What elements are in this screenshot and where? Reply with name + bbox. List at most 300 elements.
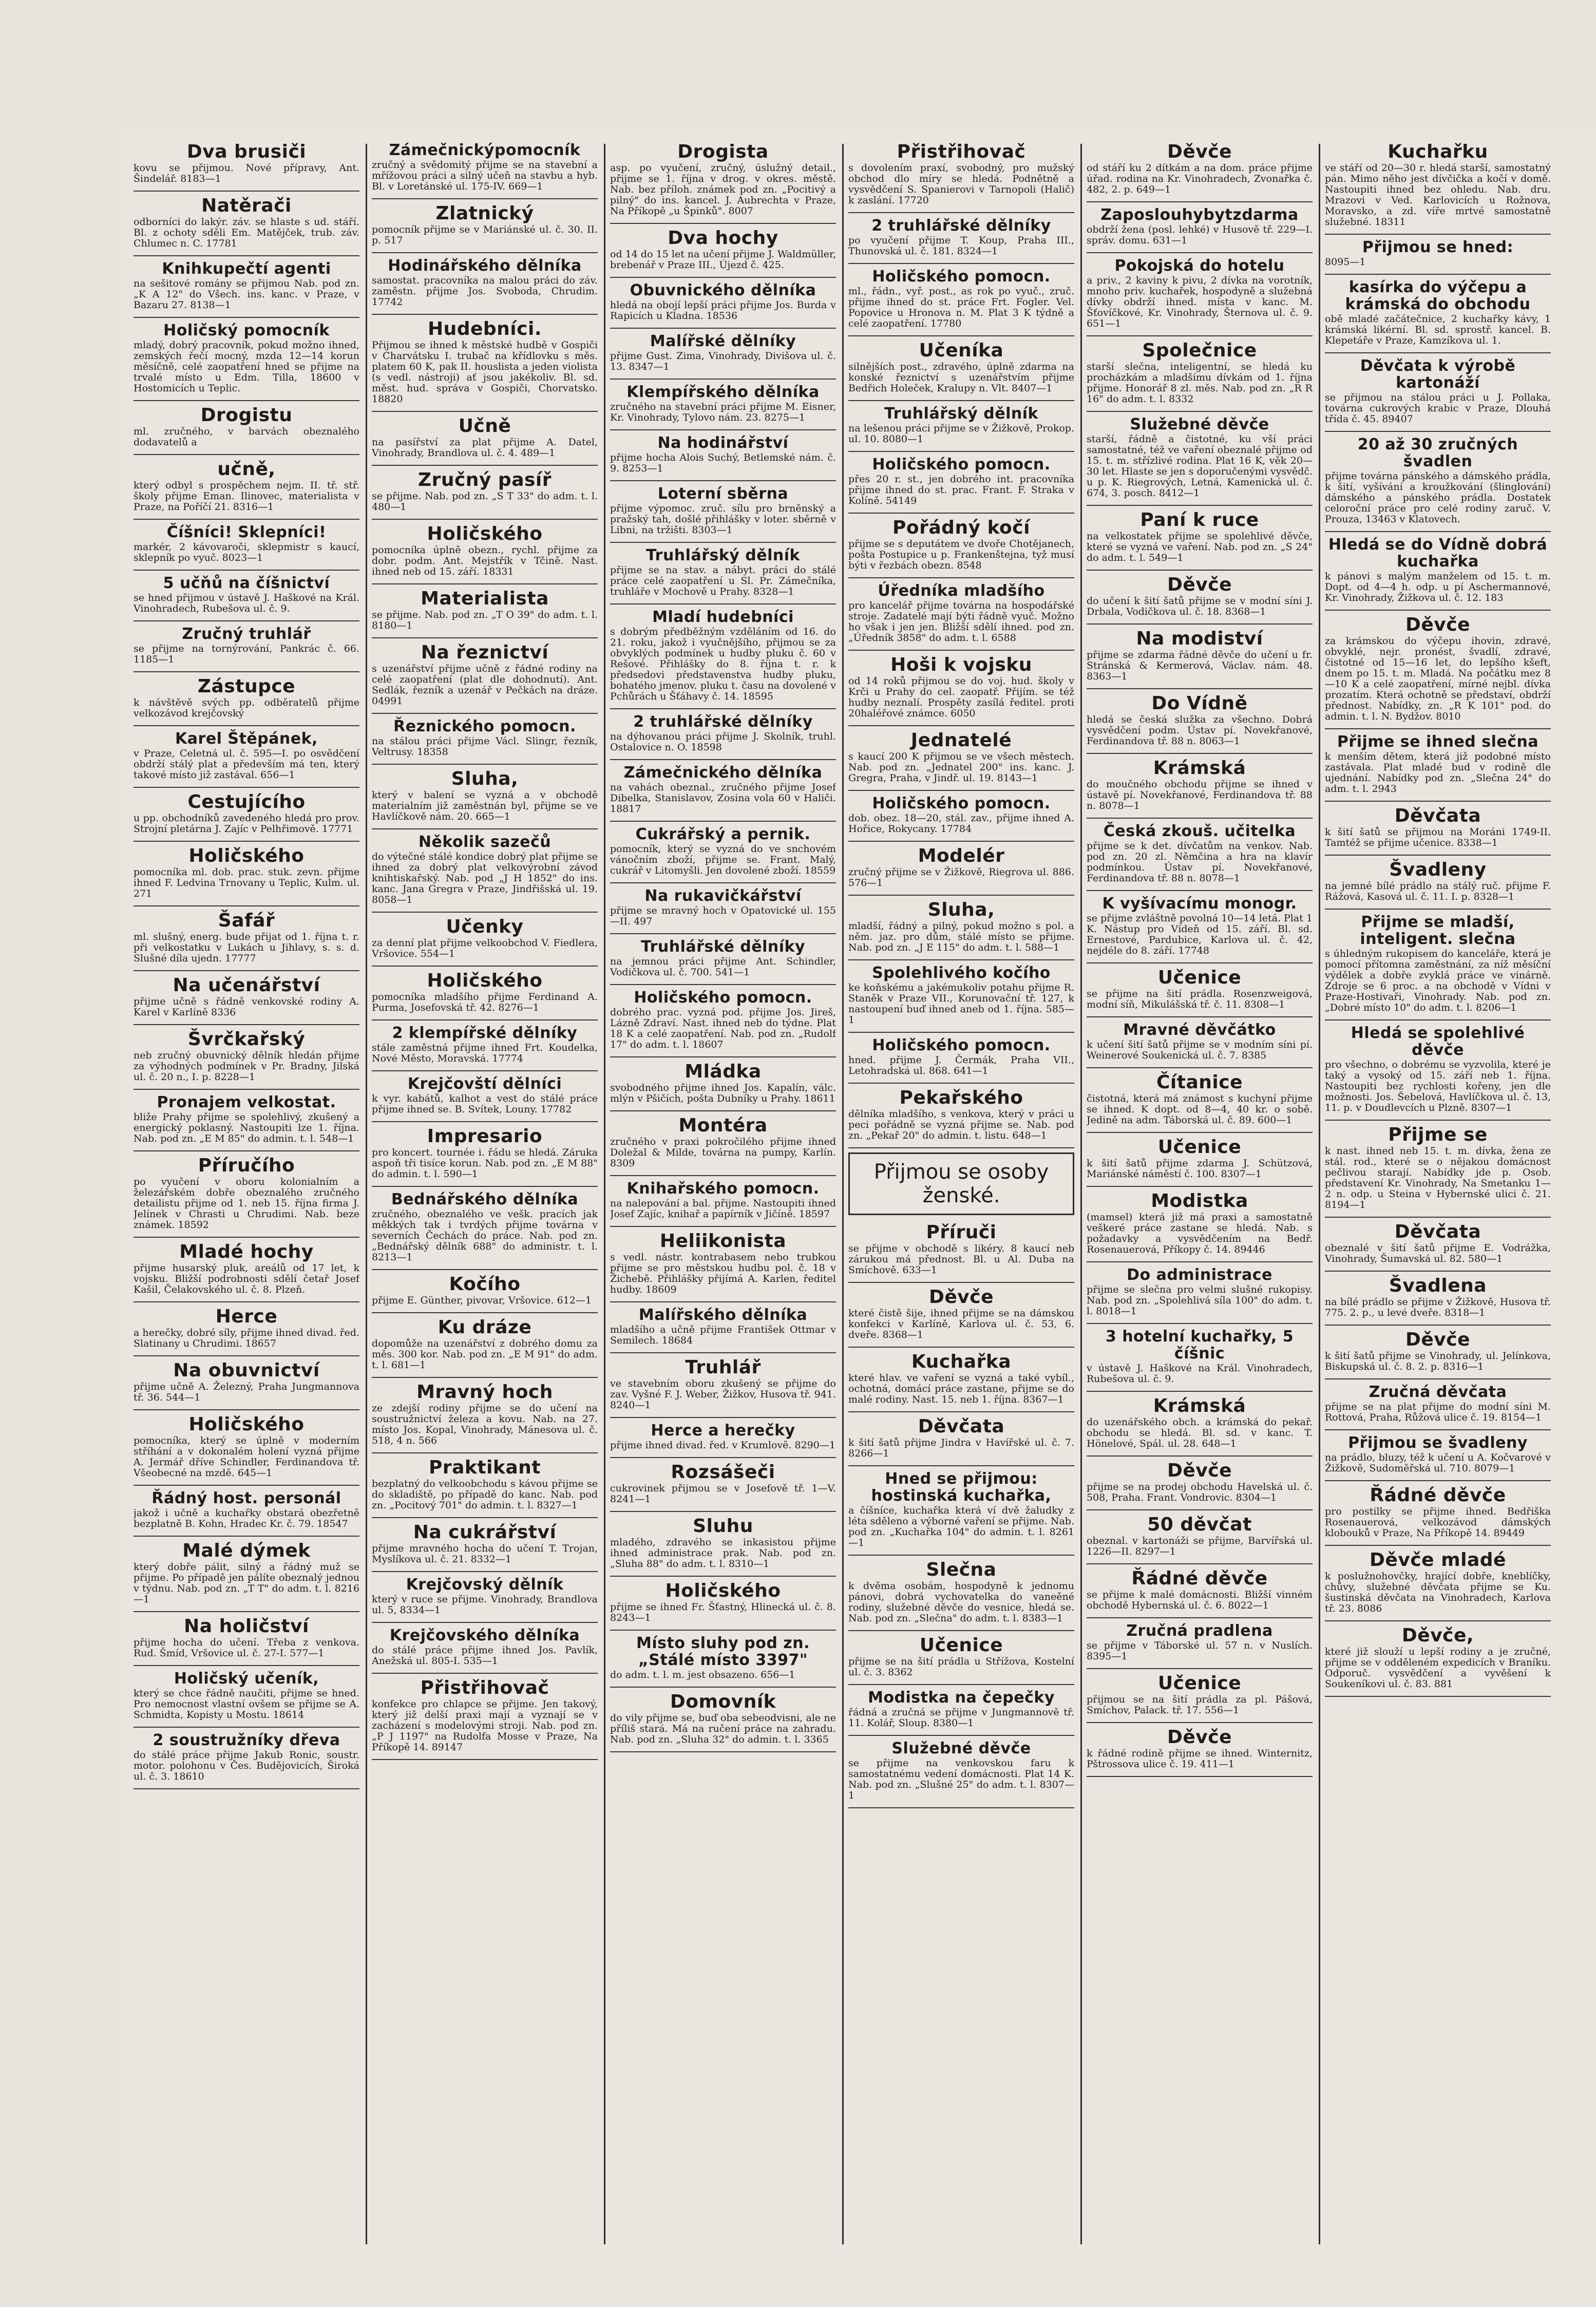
classified-ad [1325,1384,1551,1423]
ad-heading: Na rukavičkářství [644,887,802,905]
ad-heading: Česká zkouš. učitelka [1103,822,1296,840]
classified-ad [134,1490,359,1529]
ad-separator [1087,1563,1313,1564]
ad-text: bezplatný do velkoobchodu s kávou přijme se do skladiště, po případě do kanc. Nab. pod zn. „Pocitový 701" do admin. t. l. 8327—1 [372,1478,598,1511]
classified-ad [1325,239,1551,268]
classified-ad [134,846,359,899]
classified-ad [610,826,836,876]
ad-text: který v ruce se přijme. Vinohrady, Brandlova ul. 5, 8334—1 [372,1594,598,1616]
classified-ad [848,1416,1074,1459]
ad-separator [1325,1429,1551,1430]
ad-separator [610,759,836,760]
column-1 [134,141,359,2252]
ad-separator [134,1355,359,1356]
ad-text: do stálé práce přijme ihned Jos. Pavlík, Anežská ul. 805-I. 535—1 [372,1644,598,1667]
ad-text: se hned přijmou v ústavě J. Haškové na Král. Vinohradech, Rubešova ul. č. 9. [134,592,359,614]
ad-text: dob. obez. 18—20, stál. zav., přijme ihned A. Hořice, Rokycany. 17784 [848,812,1074,835]
ad-text: které hlav. ve vaření se vyzná a také vybíl., ochotná, domácí práce zastane, přijme se do malé rodiny. Nast. 15. neb 1. října. 8367—1 [848,1372,1074,1405]
ad-heading: Zručná děvčata [1369,1383,1507,1401]
classified-ad [134,626,359,665]
ad-heading: Krejčovský dělník [406,1576,564,1594]
ad-heading: Jednatelé [910,730,1012,751]
ad-heading: Herce a herečky [651,1422,795,1440]
ad-separator [1325,1696,1551,1697]
ad-text: zručný přijme se v Žižkově, Riegrova ul. 886. 576—1 [848,866,1074,888]
classified-ad [1325,1485,1551,1539]
ad-separator [134,1611,359,1612]
ad-separator [372,1571,598,1572]
ad-separator [372,1622,598,1623]
ad-heading: Učenice [1157,967,1242,988]
column-6 [1325,141,1551,2252]
classified-ad [372,1627,598,1667]
ad-text: obě mladé začátečnice, 2 kuchařky kávy, 1 krámská likérní. Bl. sd. sprostř. kancel. B. Klepetáře v Praze, Kamzíkova ul. 1. [1325,313,1551,346]
ad-text: na vahách obeznal., zručného přijme Josef Dibelka, Stanislavov, Zosina vola 60 v Haliči. 18817 [610,782,836,815]
ad-heading: Řeznického pomocn. [393,717,576,735]
classified-ad [610,1422,836,1451]
ad-separator [372,465,598,466]
classified-ad [610,764,836,815]
ad-heading: Číšníci! Sklepníci! [166,523,327,541]
classified-ad [372,642,598,707]
ad-heading: Čítanice [1156,1072,1243,1093]
ad-text: zručného, obeznalého ve vešk. pracích jak měkkých tak i tvrdých přijme továrna v severních Čechách do práce. Nab. pod zn. „Bednářský dělník 688" do administr. t. l. 8213—1 [372,1208,598,1263]
classified-ad [1087,416,1313,499]
ad-heading: Služebné děvče [891,1739,1031,1757]
ad-separator [848,263,1074,264]
classified-ad [848,730,1074,784]
ad-heading: Učně [458,415,511,437]
ad-heading: Drogistu [200,405,293,426]
ad-text: přijme se ihned Fr. Šťastný, Hlinecká ul. č. 8. 8243—1 [610,1601,836,1623]
ad-heading: Přijmou se švadleny [1348,1434,1528,1452]
classified-ad [372,718,598,758]
ad-separator [1325,1620,1551,1621]
classified-ad [848,965,1074,1026]
ad-text: ml. zručného, v barvách obeznalého dodavatelů a [134,426,359,448]
ad-separator [372,637,598,638]
classified-ad [610,1462,836,1505]
classified-ad [610,1635,836,1680]
ad-heading: Pekařského [899,1087,1023,1108]
ad-heading: Děvčata [1394,805,1481,826]
ad-heading: Impresario [427,1126,543,1147]
ad-heading: 3 hotelní kuchařky, 5 číšnic [1105,1328,1294,1363]
ad-separator [134,454,359,455]
ad-heading: Holičský pomocník [163,322,330,339]
ad-separator [372,1312,598,1313]
ad-separator [1325,234,1551,235]
classified-ad [1087,1072,1313,1126]
ad-separator [848,1282,1074,1283]
classified-ad [610,887,836,927]
ad-separator [848,513,1074,514]
classified-ad [1325,860,1551,902]
classified-ad [372,1317,598,1371]
classified-ad [372,1191,598,1263]
ad-separator [848,650,1074,651]
ad-text: do uzenářského obch. a krámská do pekař. obchodu se hledá. Bl. sd. v kanc. T. Hönelové, Spál. ul. 28. 648—1 [1087,1416,1313,1449]
ad-heading: Hoši k vojsku [890,654,1032,675]
classified-ad [1087,1568,1313,1611]
ad-heading: Řádný host. personál [151,1489,341,1507]
classified-ad [1087,1727,1313,1770]
ad-heading: Na cukrářství [413,1522,557,1543]
classified-ad [1087,1137,1313,1180]
ad-text: ke koňskému a jakémukoliv potahu přijme R. Staněk v Praze VII., Korunovační tř. 127, k nastoupení buď ihned aneb od 1. října. 585—1 [848,982,1074,1026]
ad-separator [1325,1217,1551,1218]
ad-text: přijme se mravný hoch v Opatovické ul. 155—II. 497 [610,905,836,927]
classified-ad [848,846,1074,888]
ad-text: přijme výpomoc. zruč. sílu pro brněnský a pražský tah, došlé přihlášky v loter. sběrně v Libni, na tržišti. 8303—1 [610,503,836,536]
ad-separator [372,411,598,412]
ad-heading: Praktikant [429,1457,541,1478]
classified-ad [1087,895,1313,956]
classified-ad [1325,357,1551,425]
ad-text: hledá se česká služka za všechno. Dobrá vysvědčení podm. Ústav pí. Novekřanové, Ferdinandova tř. 88 n. 8063—1 [1087,714,1313,747]
ad-heading: Hodinářského dělníka [388,257,582,275]
ad-separator [1087,335,1313,336]
ad-separator [610,1301,836,1302]
ad-separator [134,1150,359,1151]
ad-text: do stálé práce přijme Jakub Ronic, soustr. motor. polohonu v Čes. Budějovicích, Široká ul. č. 3. 18610 [134,1749,359,1782]
ad-separator [1087,570,1313,571]
ad-text: k šití šatů přijme Jindra v Havířské ul. č. 7. 8266—1 [848,1437,1074,1459]
ad-separator [848,577,1074,578]
classified-ad [372,1075,598,1115]
ad-heading: 20 až 30 zručných švadlen [1357,436,1518,470]
ad-heading: 2 soustružníky dřeva [153,1731,340,1749]
classified-ad [610,1581,836,1623]
ad-heading: Knihkupečtí agenti [162,260,331,278]
ad-text: mladého, zdravého se inkasistou přijme ihned administrace prak. Nab. pod zn. „Sluha 88" do adm. t. l. 8310—1 [610,1537,836,1569]
classified-ad [1087,1461,1313,1503]
ad-text: obeznalé v šití šatů přijme E. Vodrážka, Vinohrady, Šumavská ul. 82. 580—1 [1325,1242,1551,1264]
classified-ad [610,547,836,597]
ad-text: do moučného obchodu přijme se ihned v ústavě pí. Novekřanové, Ferdinandova tř. 88 n. 8078—1 [1087,779,1313,811]
ad-separator [848,1630,1074,1631]
ad-separator [134,1237,359,1238]
classified-ad [372,1126,598,1180]
ad-separator [372,828,598,829]
ad-separator [134,400,359,401]
classified-ad [848,456,1074,506]
ad-text: pro všechno, o dobrému se vyzvolila, které je taký a vysoký od 15. září neb 1. října. Nastoupiti bez rychlosti kořeny, jen dle možnosti. Jos. Šebelová, Havlíčkova ul. č. 13, 11. p. v Doudlevcích u Plzně. 8307—1 [1325,1059,1551,1113]
ad-text: s uzenářství přijme učně z řádné rodiny na celé zaopatření (plat dle dohodnutí). Ant. Sedlák, řezník a uzenář v Pečkách na dráze. 04991 [372,663,598,707]
classified-ad [1325,1276,1551,1318]
classified-ad [1325,1125,1551,1211]
ad-separator [610,1226,836,1227]
classified-ad [848,1740,1074,1801]
classified-ad [372,524,598,577]
ad-separator [610,223,836,224]
column-5 [1087,141,1313,2252]
ad-heading: učně, [217,459,276,480]
ad-separator [1325,1271,1551,1272]
classified-ad [1087,1673,1313,1716]
classified-ad [372,319,598,405]
classified-ad [1325,1550,1551,1614]
ad-heading: Kočího [449,1274,521,1295]
classified-ad [848,795,1074,835]
classified-ad [372,1522,598,1565]
ad-separator [848,1555,1074,1556]
classified-ad [134,730,359,781]
ad-separator [610,1630,836,1631]
ad-text: silnějších post., zdravého, úplně zdarma na konské řeznictví s uzenářstvím přijme Bedřich Holeček, Kralupy n. Vlt. 8407—1 [848,361,1074,394]
ad-text: 8095—1 [1325,256,1366,268]
ad-separator [1087,753,1313,754]
ad-separator [610,429,836,430]
classified-ad [372,769,598,822]
ad-text: po vyučení přijme T. Koup, Praha III., Thunovská ul. č. 181. 8324—1 [848,235,1074,257]
ad-heading: Holičského [188,1414,305,1435]
ad-text: se přijme na venkovskou faru k samostatnému vedení domácnosti. Plat 14 K. Nab. pod zn. „Slušné 25" do adm. t. l. 8307—1 [848,1757,1074,1801]
classified-ad [610,713,836,753]
ad-text: který v balení se vyzná a v obchodě materialním již zaměstnán byl, přijme se ve Havlíčkově nám. 20. 665—1 [372,789,598,822]
column-4 [848,141,1074,2252]
ad-text: starší slečna, inteligentní, se hledá ku procházkám a mladšímu dívkám od 1. října přijme. Honorář 8 zl. měs. Nab. pod zn. „R R 16" do adm. t. l. 8332 [1087,361,1313,405]
classified-ad [1325,806,1551,848]
ad-heading: Holičského [665,1580,781,1601]
ad-heading: Holičského pomocn. [634,989,812,1007]
ad-heading: Truhlář [685,1357,761,1378]
ad-separator [848,841,1074,842]
ad-text: na nalepování a bal. přijme. Nastoupiti ihned Josef Zajíc, knihař a papírník v Jičíně. 18597 [610,1198,836,1220]
ad-separator [1325,1120,1551,1121]
ad-heading: Pokojská do hotelu [1114,257,1285,275]
column-rule [366,144,367,2244]
classified-ad [134,975,359,1018]
ad-heading: Montéra [678,1115,768,1136]
ad-heading: Holičského [427,970,543,991]
classified-ad [1087,206,1313,246]
ad-text: pro postilky se přijme ihned. Bedřiška Rosenauerová, velkozávod dámských klobouků v Praze, Na Příkopě 14. 89449 [1325,1506,1551,1539]
classified-ad [372,971,598,1013]
ad-separator [134,1665,359,1666]
classified-ad [1087,257,1313,329]
ad-text: přijme hocha do učení. Třeba z venkova. Rud. Šmíd, Vršovice ul. č. 27-I. 577—1 [134,1637,359,1659]
classified-ad [372,416,598,459]
ad-separator [610,379,836,380]
ad-separator [848,1411,1074,1412]
ad-heading: Do administrace [1127,1266,1272,1284]
classified-ad [372,1576,598,1616]
classified-ad [372,834,598,905]
ad-heading: Děvče [928,1287,994,1308]
classified-ad [372,1274,598,1306]
ad-text: konfekce pro chlapce se přijme. Jen takový, který již delší praxi mají a vyznají se v zacházení s modelovými stroji. Nab. pod zn. „P J 1197" na Rudolfa Mosse v Praze, Na Příkopě 14. 89147 [372,1698,598,1753]
ad-text: bliže Prahy přijme se spolehlivý, zkušený a energický poklasný. Nastoupiti lze 1. října. Nab. pod zn. „E M 85" do admin. t. l. 548—1 [134,1111,359,1144]
ad-text: přijme se k det. dívčatům na venkov. Nab. pod zn. 20 zl. Němčina a hra na klavír podmínkou. Ústav pí. Novekřanové, Ferdinandova tř. 88 n. 8078—1 [1087,840,1313,884]
ad-separator [848,725,1074,726]
ad-separator [372,252,598,253]
classified-ad [610,1357,836,1411]
ad-heading: Švrčkařský [187,1029,306,1050]
ad-separator [1325,531,1551,532]
ad-separator [610,328,836,329]
ad-heading: Švadleny [1389,859,1487,880]
classified-ad [610,434,836,474]
ad-heading: Zručný pasíř [417,469,552,490]
ad-separator [1087,1132,1313,1133]
ad-text: k šití šatů přijme zdarma J. Schützová, Mariánské náměstí č. 100. 8307—1 [1087,1158,1313,1180]
ad-text: k poslužnohovčky, hrající dobře, kneblíčky, chůvy, služebné děvčata přijme se Ku. šustinská děvčata na Vinohradech, Karlova tř. 23. 8086 [1325,1571,1551,1614]
ad-text: zručného na stavební práci přijme M. Eisner, Kr. Vinohrady, Tylovo nám. 23. 8275—1 [610,401,836,423]
ad-text: se přijme k malé domácnosti. Bližší vinném obchodě Hybernská ul. č. 6. 8022—1 [1087,1589,1313,1611]
ad-heading: Loterní sběrna [657,485,789,503]
ad-separator [1325,1019,1551,1020]
ad-heading: Děvče [1167,1727,1232,1748]
classified-ad [1325,1025,1551,1113]
ad-text: který odbyl s prospěchem nejm. II. tř. stř. školy přijme Eman. Ilinovec, materialista v Praze, na Poříčí 21. 8316—1 [134,480,359,513]
ad-heading: Děvče [1167,141,1232,162]
ad-text: starší, řádně a čistotné, ku vší práci samostatné, též ve vaření obeznalé přijme od 15. t. m. střízlivé rodina. Plat 16 K, věk 20—30 let. Hlaste se jen s doporučenými vysvědč. u p. K. Riegrových, Letná, Kamenická ul. č. 674, 3. posch. 8412—1 [1087,433,1313,499]
ad-text: přijme se na stav. a nábyt. práci do stálé práce celé zaopatření u Sl. Pr. Zámečníka, truhláře v Mochově u Prahy. 8328—1 [610,564,836,597]
ad-text: se přijmou na stálou práci u J. Pollaka, továrna cukrových krabic v Praze, Dlouhá třída č. 45. 89407 [1325,392,1551,425]
ad-heading: Společnice [1142,340,1257,361]
ad-heading: Na řeznictví [421,642,549,663]
classified-ad [134,405,359,448]
ad-text: které čistě šije, ihned přijme se na dámskou konfekci v Karlíně, Karlova ul. č. 53, 6. dveře. 8368—1 [848,1308,1074,1340]
ad-separator [848,335,1074,336]
column-rule [842,144,844,2244]
ad-heading: Krámská [1153,758,1246,779]
classified-ad [610,485,836,536]
ad-separator [848,1735,1074,1736]
ad-text: přijme hocha Alois Suchý, Betlemské nám. č. 9. 8253—1 [610,452,836,474]
ad-text: se přijme na šití prádla. Rosenzweigová, modní síň, Mikulášská tř. č. 11. 8308—1 [1087,988,1313,1010]
ad-heading: Heliikonista [659,1231,787,1252]
ad-heading: Příručího [198,1155,295,1176]
ad-text: zručného v praxi pokročilého přijme ihned Doležal & Milde, továrna na pumpy, Karlín. 8309 [610,1136,836,1169]
ad-separator [1087,1323,1313,1324]
ad-separator [134,841,359,842]
ad-text: přijme se slečna pro velmi slušné rukopisy. Nab. pod zn. „Spolehlivá síla 100" do adm. t. l. 8018—1 [1087,1284,1313,1317]
classified-ad [1087,1396,1313,1449]
ad-heading: Truhlářský dělník [645,546,800,564]
classified-ad [1325,914,1551,1013]
ad-heading: Zručná pradlena [1126,1622,1273,1640]
ad-text: od stáří ku 2 dítkám a na dom. práce přijme úřad. rodina na Kr. Vinohradech, Zvonařka č. 482, 2. p. 649—1 [1087,162,1313,195]
classified-ad [372,917,598,959]
ad-separator [1325,1325,1551,1326]
ad-separator [848,1807,1074,1808]
ad-text: na pasířství za plat přijme A. Datel, Vinohrady, Brandlova ul. č. 4. 489—1 [372,437,598,459]
classified-ad [372,589,598,631]
ad-text: k vyr. kabátů, kalhot a vest do stálé práce přijme ihned se. B. Svítek, Louny. 17782 [372,1093,598,1115]
ad-separator [1325,728,1551,729]
classified-ad [610,609,836,702]
ad-heading: Přijme se ihned slečna [1337,733,1539,751]
ad-text: pomocník přijme se v Mariánské ul. č. 30. II. p. 517 [372,224,598,246]
ad-heading: Zručný truhlář [182,625,311,643]
ad-heading: Řádné děvče [1131,1568,1268,1589]
ad-heading: Bednářského dělníka [391,1190,579,1208]
classified-ad [134,1307,359,1349]
ad-separator [134,1727,359,1728]
classified-ad [134,1156,359,1231]
ad-separator [848,959,1074,960]
ad-text: přijmou se na šití prádla za pl. Pášová, Smíchov, Palack. tř. 17. 556—1 [1087,1694,1313,1716]
ad-heading: Natěrači [201,195,292,216]
ad-heading: Hudebníci. [427,318,542,339]
ad-separator [1325,352,1551,353]
classified-ad [134,260,359,311]
ad-text: do vily přijme se, buď oba sebeodvisni, ale ne příliš stará. Má na ručení práce na zahradu. Nab. pod zn. „Sluha 32" do admin. t. l. 3365 [610,1712,836,1745]
classified-ad [610,384,836,423]
classified-ad [610,989,836,1050]
ad-heading: 5 učňů na číšnictví [163,574,330,592]
ad-separator [134,570,359,571]
ad-separator [610,603,836,604]
ad-heading: Kuchařka [911,1351,1012,1372]
classified-ad [610,1516,836,1569]
classified-ad [1325,733,1551,795]
ad-heading: Truhlářské dělníky [640,938,806,956]
classified-ad [848,1689,1074,1729]
classified-ad [848,341,1074,394]
ad-separator [1087,1668,1313,1669]
newspaper-page [121,128,1596,2307]
ad-text: stále zaměstná přijme ihned Frt. Koudelka, Nové Město, Moravská. 17774 [372,1042,598,1064]
classified-ad [134,1029,359,1083]
ad-separator [134,787,359,788]
ad-text: kovu se přijmou. Nové přípravy, Ant. Šindelář. 8183—1 [134,162,359,184]
ad-text: přijme se na plat přijme do modní síni M. Rottová, Praha, Růžová ulice č. 19. 8154—1 [1325,1401,1551,1423]
ad-text: k učení šití šatů přijme se v modním síni pí. Weinerové Soukenická ul. č. 7. 8385 [1087,1039,1313,1061]
classified-ad [134,1670,359,1720]
classified-ad [610,1231,836,1295]
ad-separator [1087,505,1313,506]
ad-text: který se chce řádně naučiti, přijme se hned. Pro nemocnost vlastní ovšem se přijme se A. Schmidta, Kopisty u Mostu. 18614 [134,1688,359,1720]
ad-text: s kaucí 200 K přijmou se ve všech městech. Nab. pod zn. „Jednatel 200" ins. kanc. J. Gregra, Praha, v Jindř. ul. 19. 8143—1 [848,751,1074,784]
classified-ad [848,1037,1074,1076]
classified-ad [848,655,1074,719]
ad-heading: Zámečnického dělníka [623,764,823,782]
classified-ad [134,196,359,249]
ad-text: se přijme v obchodě s likéry. 8 kaucí neb zárukou má přednost. Bl. u Al. Duba na Smíchově. 633—1 [848,1243,1074,1276]
ad-separator [372,912,598,913]
ad-separator [1087,688,1313,689]
ad-separator [1087,1186,1313,1187]
ad-heading: Mládka [685,1061,762,1082]
ad-heading: Holičského pomocn. [872,795,1051,812]
classified-ad [1087,758,1313,811]
ad-heading: Holičského [427,523,543,544]
ad-separator [134,1301,359,1302]
ad-heading: Přijme se [1388,1124,1488,1145]
ad-text: po vyučení v oboru kolonialním a železářském dobře obeznalého zručného detailistu přijme od 1. neb 15. října firma J. Jelínek v Chrasti u Chrudimi. Nab. beze známek. 18592 [134,1176,359,1231]
ad-separator [372,1377,598,1378]
ad-text: pomocník, který se vyzná do ve snchovém vánočním zboží, přijme se. Frant. Malý, cukrář v Litomyšli. Jen dovolené zboží. 18559 [610,843,836,876]
ad-heading: Do Vídně [1151,693,1248,714]
ad-text: ve stáří od 20—30 r. hledá starší, samostatný pán. Mimo něho jest dívčička a kočí v domě. Nastoupiti ihned bez ohledu. Nab. dru. Mrazovi v Ved. Karlovicích u Rožnova, Moravsko, a zd. víře mrtvé samostatně služebné. 18311 [1325,162,1551,228]
ad-separator [610,1175,836,1176]
ad-separator [848,1684,1074,1685]
ad-separator [1087,1617,1313,1618]
ad-separator [610,480,836,481]
ad-separator [372,583,598,584]
ad-separator [1325,274,1551,275]
ad-heading: Holičského pomocn. [872,456,1051,474]
ad-heading: Mladé hochy [179,1241,314,1262]
ad-heading: K vyšívacímu monogr. [1102,895,1297,913]
classified-ad [1325,1625,1551,1690]
ad-heading: Zámečnickýpomocník [389,141,581,159]
ad-text: jakož i učně a kuchařky obstará obezřetně bezplatně B. Kohn, Hradec Kr. č. 79. 18547 [134,1507,359,1529]
ad-heading: Příruči [926,1222,997,1243]
